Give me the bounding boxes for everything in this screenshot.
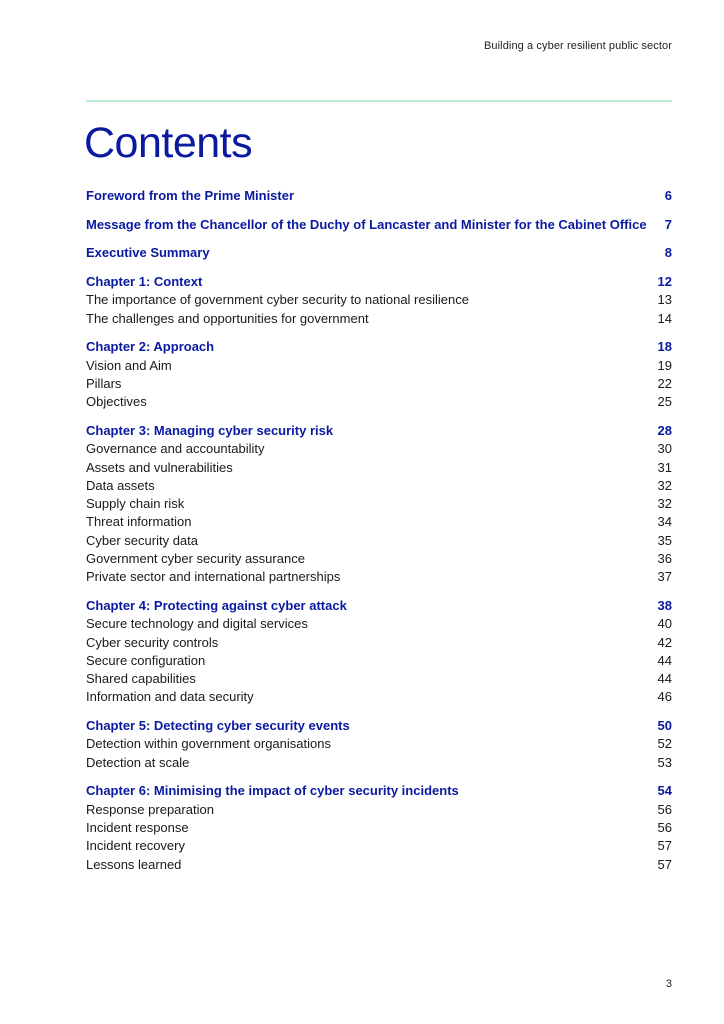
toc-entry-page-number[interactable]: 34	[657, 514, 672, 530]
toc-entry-label[interactable]: Shared capabilities	[86, 671, 196, 687]
toc-entry-label[interactable]: Cyber security data	[86, 532, 198, 548]
toc-entry-page-number[interactable]: 53	[657, 754, 672, 770]
toc-entry-page-number[interactable]: 28	[657, 422, 672, 438]
toc-entry-page-number[interactable]: 32	[657, 496, 672, 512]
toc-entry-page-number[interactable]: 54	[657, 783, 672, 799]
toc-entry-label[interactable]: The challenges and opportunities for government	[86, 310, 369, 326]
toc-entry-page-number[interactable]: 31	[657, 459, 672, 475]
toc-section-entry[interactable]	[86, 754, 672, 772]
toc-section-entry[interactable]	[86, 440, 672, 458]
toc-chapter-entry[interactable]	[86, 216, 672, 234]
toc-entry-page-number[interactable]: 44	[657, 671, 672, 687]
toc-entry-label[interactable]: Pillars	[86, 375, 122, 391]
toc-entry-label[interactable]: Assets and vulnerabilities	[86, 459, 233, 475]
toc-section-entry[interactable]	[86, 393, 672, 411]
toc-section-entry[interactable]	[86, 634, 672, 652]
toc-entry-label[interactable]: Data assets	[86, 477, 155, 493]
toc-entry-page-number[interactable]: 7	[664, 216, 672, 232]
toc-entry-label[interactable]: Objectives	[86, 394, 147, 410]
toc-section-entry[interactable]	[86, 568, 672, 586]
toc-section-entry[interactable]	[86, 550, 672, 568]
header-divider	[86, 100, 672, 102]
toc-entry-label[interactable]: Governance and accountability	[86, 441, 265, 457]
toc-entry-page-number[interactable]: 56	[657, 801, 672, 817]
toc-section-entry[interactable]	[86, 310, 672, 328]
toc-chapter-entry[interactable]	[86, 187, 672, 205]
toc-entry-page-number[interactable]: 22	[657, 375, 672, 391]
toc-chapter-entry[interactable]	[86, 244, 672, 262]
toc-entry-label[interactable]: Detection within government organisations	[86, 736, 331, 752]
toc-entry-page-number[interactable]: 50	[657, 718, 672, 734]
toc-entry-label[interactable]: Foreword from the Prime Minister	[86, 188, 295, 203]
toc-entry-label[interactable]: Chapter 4: Protecting against cyber attack	[86, 597, 347, 613]
toc-entry-label[interactable]: Secure technology and digital services	[86, 616, 308, 632]
toc-entry-label[interactable]: Government cyber security assurance	[86, 551, 305, 566]
toc-chapter-entry[interactable]	[86, 273, 672, 291]
toc-entry-page-number[interactable]: 12	[657, 274, 672, 290]
toc-entry-label[interactable]: Chapter 2: Approach	[86, 339, 215, 355]
toc-entry-page-number[interactable]: 8	[664, 245, 672, 261]
toc-entry-page-number[interactable]: 25	[657, 394, 672, 410]
toc-entry-label[interactable]: Chapter 6: Minimising the impact of cyber security incidents	[86, 783, 459, 799]
toc-section-entry[interactable]	[86, 688, 672, 706]
toc-section-entry[interactable]	[86, 837, 672, 855]
toc-entry-page-number[interactable]: 56	[657, 820, 672, 836]
toc-entry-label[interactable]: Incident recovery	[86, 838, 185, 854]
toc-section-entry[interactable]	[86, 477, 672, 495]
toc-entry-page-number[interactable]: 42	[657, 634, 672, 650]
toc-entry-label[interactable]: Lessons learned	[86, 856, 182, 872]
toc-section-entry[interactable]	[86, 735, 672, 753]
toc-chapter-entry[interactable]	[86, 782, 672, 800]
table-of-contents	[86, 187, 672, 874]
toc-entry-page-number[interactable]: 19	[657, 357, 672, 373]
toc-entry-page-number[interactable]: 40	[657, 616, 672, 632]
toc-section-entry[interactable]	[86, 357, 672, 375]
toc-section-entry[interactable]	[86, 513, 672, 531]
toc-section-entry[interactable]	[86, 615, 672, 633]
toc-entry-page-number[interactable]: 37	[657, 569, 672, 585]
toc-entry-page-number[interactable]: 6	[664, 188, 672, 203]
toc-section-entry[interactable]	[86, 670, 672, 688]
toc-chapter-entry[interactable]	[86, 717, 672, 735]
toc-entry-page-number[interactable]: 52	[657, 736, 672, 752]
toc-entry-label[interactable]: Vision and Aim	[86, 357, 172, 373]
toc-entry-page-number[interactable]: 46	[657, 689, 672, 705]
toc-entry-label[interactable]: Secure configuration	[86, 652, 206, 668]
toc-section-entry[interactable]	[86, 819, 672, 837]
toc-chapter-entry[interactable]	[86, 597, 672, 615]
toc-section-entry[interactable]	[86, 495, 672, 513]
toc-entry-page-number[interactable]: 36	[657, 551, 672, 566]
toc-entry-label[interactable]: The importance of government cyber security to national resilience	[86, 292, 469, 308]
toc-entry-label[interactable]: Incident response	[86, 820, 189, 836]
toc-entry-label[interactable]: Private sector and international partnerships	[86, 569, 341, 585]
toc-entry-page-number[interactable]: 13	[657, 292, 672, 308]
toc-entry-label[interactable]: Message from the Chancellor of the Duchy of Lancaster and Minister for the Cabinet Office	[86, 216, 647, 232]
toc-entry-page-number[interactable]: 30	[657, 441, 672, 457]
toc-entry-label[interactable]: Supply chain risk	[86, 496, 185, 512]
toc-entry-page-number[interactable]: 57	[657, 856, 672, 872]
running-header: Building a cyber resilient public sector	[483, 40, 672, 52]
toc-entry-page-number[interactable]: 32	[657, 477, 672, 493]
page-title: Contents	[84, 119, 253, 167]
toc-entry-label[interactable]: Chapter 1: Context	[86, 274, 203, 290]
toc-chapter-entry[interactable]	[86, 338, 672, 356]
toc-chapter-entry[interactable]	[86, 422, 672, 440]
toc-section-entry[interactable]	[86, 459, 672, 477]
toc-section-entry[interactable]	[86, 532, 672, 550]
toc-entry-label[interactable]: Chapter 5: Detecting cyber security events	[86, 718, 350, 734]
toc-entry-label[interactable]: Cyber security controls	[86, 634, 219, 650]
toc-section-entry[interactable]	[86, 291, 672, 309]
page-number: 3	[665, 978, 672, 990]
toc-entry-label[interactable]: Detection at scale	[86, 754, 190, 770]
toc-entry-page-number[interactable]: 57	[657, 838, 672, 854]
toc-entry-label[interactable]: Executive Summary	[86, 245, 210, 261]
toc-section-entry[interactable]	[86, 801, 672, 819]
toc-entry-label[interactable]: Chapter 3: Managing cyber security risk	[86, 422, 334, 438]
toc-entry-page-number[interactable]: 14	[657, 310, 672, 326]
toc-entry-label[interactable]: Information and data security	[86, 689, 254, 705]
toc-entry-page-number[interactable]: 35	[657, 532, 672, 548]
toc-section-entry[interactable]	[86, 375, 672, 393]
toc-entry-page-number[interactable]: 38	[657, 597, 672, 613]
toc-section-entry[interactable]	[86, 856, 672, 874]
toc-entry-label[interactable]: Response preparation	[86, 801, 214, 817]
toc-entry-label[interactable]: Threat information	[86, 514, 192, 530]
toc-section-entry[interactable]	[86, 652, 672, 670]
toc-entry-page-number[interactable]: 44	[657, 652, 672, 668]
toc-entry-page-number[interactable]: 18	[657, 339, 672, 355]
